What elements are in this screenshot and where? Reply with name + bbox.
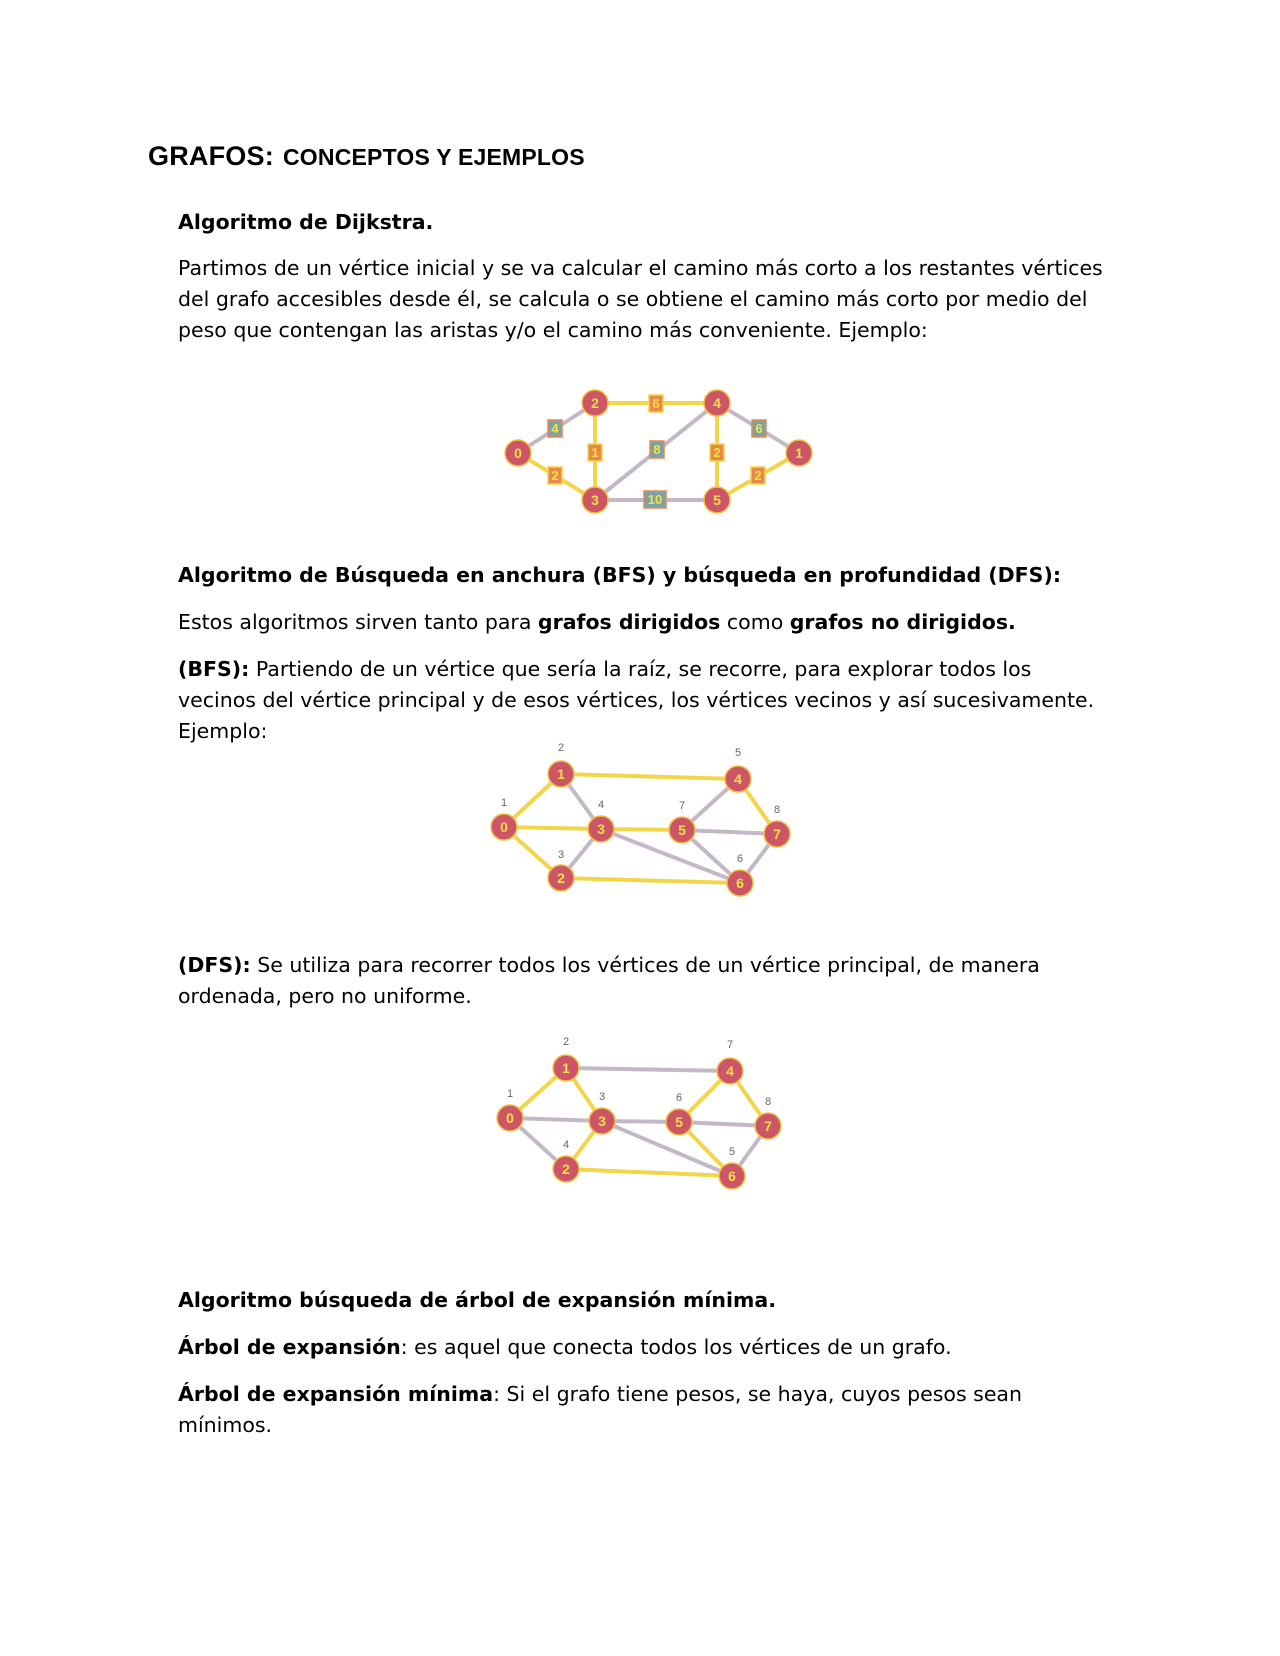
graph-node xyxy=(553,1156,579,1182)
graph-node xyxy=(589,1108,615,1134)
graph-node xyxy=(786,440,812,466)
dijkstra-paragraph: Partimos de un vértice inicial y se va calcular el camino más corto a los restantes vértices del grafo accesibles desde él, se calcula o se obtiene el camino más corto por medio del peso que contengan las aristas y/o el camino más conveniente. Ejemplo: xyxy=(178,256,1103,342)
weight-label: 8 xyxy=(653,442,661,457)
node-label: 5 xyxy=(675,1114,683,1130)
graph-node xyxy=(666,1109,692,1135)
weight-box xyxy=(649,395,663,412)
node-label: 0 xyxy=(506,1110,514,1126)
node-label: 6 xyxy=(728,1168,736,1184)
edge-0-3 xyxy=(510,1118,602,1121)
graph-node xyxy=(588,816,614,842)
graph-node xyxy=(505,440,531,466)
graph-node xyxy=(704,487,730,513)
graph-node xyxy=(497,1105,523,1131)
bfs-graph xyxy=(484,738,804,898)
weight-label: 1 xyxy=(591,445,599,460)
order-label: 6 xyxy=(675,1092,683,1104)
order-label: 8 xyxy=(764,1096,772,1108)
order-label: 5 xyxy=(734,747,742,759)
order-label: 8 xyxy=(773,804,781,816)
node-label: 1 xyxy=(795,445,803,461)
order-label: 7 xyxy=(726,1039,734,1051)
weight-box xyxy=(588,444,602,461)
weight-label: 4 xyxy=(551,421,559,436)
order-label: 6 xyxy=(736,853,744,865)
edge-0-3 xyxy=(504,827,601,829)
node-label: 4 xyxy=(726,1063,734,1079)
weight-box xyxy=(710,444,724,461)
node-label: 4 xyxy=(734,771,742,787)
graph-node xyxy=(582,487,608,513)
mst-definition-2: Árbol de expansión mínima: Si el grafo tiene pesos, se haya, cuyos pesos sean mínimos. xyxy=(178,1382,1022,1437)
node-label: 1 xyxy=(557,766,565,782)
order-label: 2 xyxy=(557,742,565,754)
weight-box xyxy=(650,441,664,458)
search-heading: Algoritmo de Búsqueda en anchura (BFS) y búsqueda en profundidad (DFS): xyxy=(178,563,1062,587)
bfs-order-labels xyxy=(501,742,780,865)
mst-definition-1: Árbol de expansión: es aquel que conecta todos los vértices de un grafo. xyxy=(178,1335,952,1359)
node-label: 2 xyxy=(562,1161,570,1177)
weight-label: 10 xyxy=(647,492,663,507)
order-label: 4 xyxy=(597,799,605,811)
search-intro: Estos algoritmos sirven tanto para grafos dirigidos como grafos no dirigidos. xyxy=(178,610,1016,634)
order-label: 1 xyxy=(500,797,508,809)
dfs-graph xyxy=(492,1032,802,1192)
dfs-order-labels xyxy=(507,1036,771,1158)
weight-label: 2 xyxy=(551,468,559,483)
graph-node xyxy=(717,1058,743,1084)
node-label: 2 xyxy=(557,870,565,886)
page-title xyxy=(148,136,585,173)
edge-5-7 xyxy=(682,830,777,834)
title-main: GRAFOS: xyxy=(148,141,274,171)
graph-node xyxy=(548,761,574,787)
order-label: 1 xyxy=(506,1088,514,1100)
node-label: 4 xyxy=(713,395,721,411)
bfs-paragraph: (BFS): Partiendo de un vértice que sería la raíz, se recorre, para explorar todos los vecinos del vértice principal y de esos vértices, los vértices vecinos y así sucesivamente. Ejemplo: xyxy=(178,657,1095,743)
edge-1-4 xyxy=(561,774,738,779)
graph-node xyxy=(669,817,695,843)
order-label: 2 xyxy=(562,1036,570,1048)
edge-2-6 xyxy=(566,1169,732,1176)
graph-node xyxy=(764,821,790,847)
weight-box xyxy=(752,420,766,437)
dfs-paragraph: (DFS): Se utiliza para recorrer todos los vértices de un vértice principal, de manera ordenada, pero no uniforme. xyxy=(178,953,1040,1008)
weight-box xyxy=(548,467,562,484)
graph-node xyxy=(704,390,730,416)
graph-node xyxy=(491,814,517,840)
order-label: 5 xyxy=(728,1146,736,1158)
graph-node xyxy=(582,390,608,416)
node-label: 0 xyxy=(500,819,508,835)
weight-box xyxy=(751,467,765,484)
edge-2-6 xyxy=(561,878,740,883)
dijkstra-graph xyxy=(500,378,830,518)
graph-node xyxy=(725,766,751,792)
node-label: 7 xyxy=(773,826,781,842)
edge-3-6 xyxy=(602,1121,732,1176)
node-label: 3 xyxy=(598,1113,606,1129)
order-label: 3 xyxy=(557,849,565,861)
node-label: 0 xyxy=(514,445,522,461)
node-label: 3 xyxy=(591,492,599,508)
graph-node xyxy=(755,1113,781,1139)
weight-box xyxy=(548,420,562,437)
edge-1-4 xyxy=(566,1068,730,1071)
order-label: 7 xyxy=(678,800,686,812)
weight-box xyxy=(644,491,666,508)
graph-node xyxy=(548,865,574,891)
mst-heading: Algoritmo búsqueda de árbol de expansión mínima. xyxy=(178,1288,777,1312)
node-label: 5 xyxy=(678,822,686,838)
weight-label: 2 xyxy=(754,468,762,483)
weight-label: 6 xyxy=(755,421,763,436)
weight-label: 6 xyxy=(652,396,660,411)
order-label: 4 xyxy=(562,1139,570,1151)
dijkstra-heading: Algoritmo de Dijkstra. xyxy=(178,210,434,234)
title-sub: CONCEPTOS Y EJEMPLOS xyxy=(283,144,585,170)
graph-node xyxy=(727,870,753,896)
weight-label: 2 xyxy=(713,445,721,460)
order-label: 3 xyxy=(598,1091,606,1103)
node-label: 5 xyxy=(713,492,721,508)
node-label: 1 xyxy=(562,1060,570,1076)
node-label: 6 xyxy=(736,875,744,891)
node-label: 3 xyxy=(597,821,605,837)
graph-node xyxy=(719,1163,745,1189)
node-label: 7 xyxy=(764,1118,772,1134)
graph-node xyxy=(553,1055,579,1081)
node-label: 2 xyxy=(591,395,599,411)
